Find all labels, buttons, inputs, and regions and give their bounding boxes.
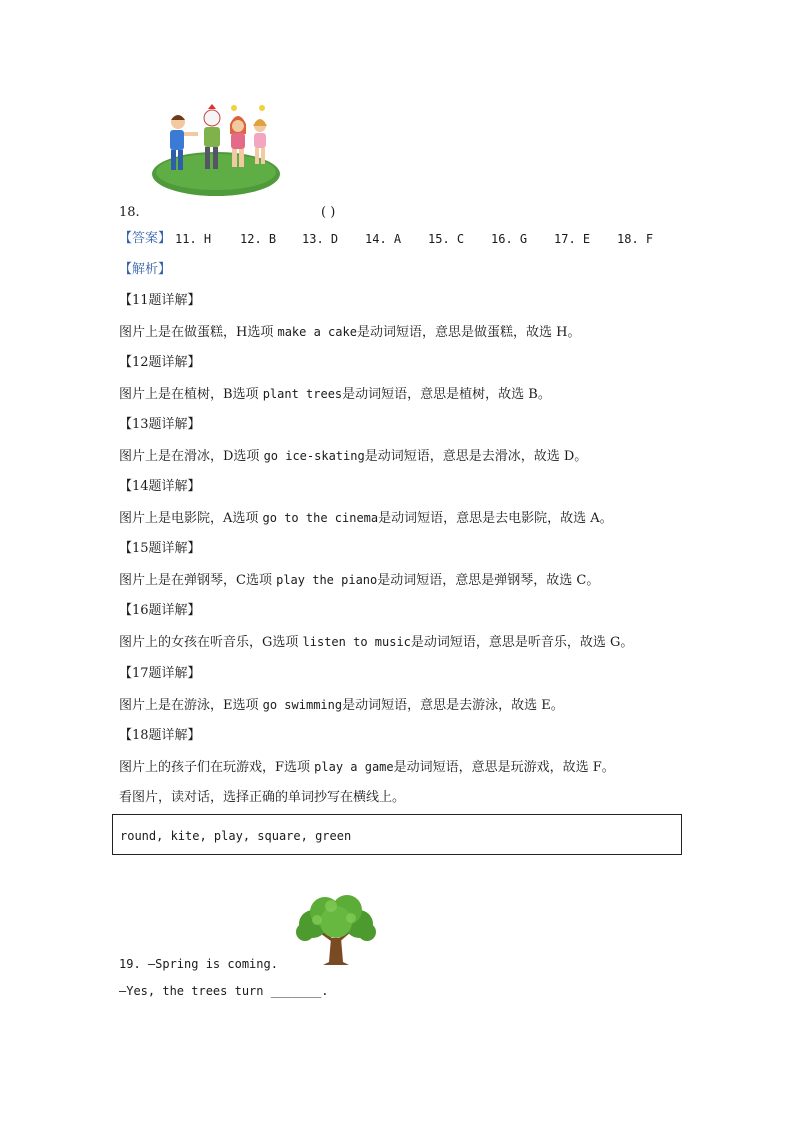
- detail-heading: 【16题详解】: [119, 603, 201, 618]
- answer-row: [119, 230, 171, 248]
- detail-text: 图片上的女孩在听音乐，G选项 listen to music是动词短语，意思是听音乐，故选 G。: [119, 635, 634, 650]
- question-19-line1: 19. —Spring is coming.: [119, 957, 278, 971]
- detail-text: 图片上是在弹钢琴，C选项 play the piano是动词短语，意思是弹钢琴，故选 C。: [119, 573, 600, 588]
- question-18: [119, 204, 140, 222]
- detail-text: 图片上是在做蛋糕，H选项 make a cake是动词短语，意思是做蛋糕，故选 H。: [119, 325, 581, 340]
- answer-parentheses: ( ): [321, 205, 336, 220]
- answer-label: 【答案】: [119, 231, 172, 246]
- detail-heading: 【13题详解】: [119, 417, 201, 432]
- question-19-line2: —Yes, the trees turn _______.: [119, 984, 329, 998]
- question-18-number: 18.: [119, 205, 140, 220]
- detail-text: 图片上的孩子们在玩游戏，F选项 play a game是动词短语，意思是玩游戏，故选 F。: [119, 760, 615, 775]
- detail-heading: 【12题详解】: [119, 355, 201, 370]
- instruction-text: 看图片，读对话，选择正确的单词抄写在横线上。: [119, 790, 406, 805]
- word-bank-box: [112, 814, 682, 855]
- detail-text: 图片上是在植树，B选项 plant trees是动词短语，意思是植树，故选 B。: [119, 387, 551, 402]
- detail-text: 图片上是电影院，A选项 go to the cinema是动词短语，意思是去电影院，故选 A。: [119, 511, 613, 526]
- detail-text: 图片上是在游泳，E选项 go swimming是动词短语，意思是去游泳，故选 E。: [119, 698, 564, 713]
- answer-item: 14. A: [365, 232, 402, 246]
- answer-item: 12. B: [240, 232, 277, 246]
- answer-item: 15. C: [428, 232, 465, 246]
- detail-heading: 【14题详解】: [119, 479, 201, 494]
- word-bank: round, kite, play, square, green: [120, 829, 352, 843]
- detail-heading: 【18题详解】: [119, 728, 201, 743]
- answer-item: 13. D: [302, 232, 339, 246]
- tree-illustration: [291, 894, 381, 966]
- detail-heading: 【11题详解】: [119, 293, 201, 308]
- children-playing-illustration: [150, 100, 282, 198]
- answer-item: 11. H: [175, 232, 212, 246]
- detail-heading: 【17题详解】: [119, 666, 201, 681]
- detail-heading: 【15题详解】: [119, 541, 201, 556]
- answer-item: 16. G: [491, 232, 528, 246]
- answer-item: 17. E: [554, 232, 591, 246]
- answer-item: 18. F: [617, 232, 654, 246]
- analysis-label: 【解析】: [119, 262, 172, 277]
- detail-text: 图片上是在滑冰，D选项 go ice-skating是动词短语，意思是去滑冰，故选 D。: [119, 449, 588, 464]
